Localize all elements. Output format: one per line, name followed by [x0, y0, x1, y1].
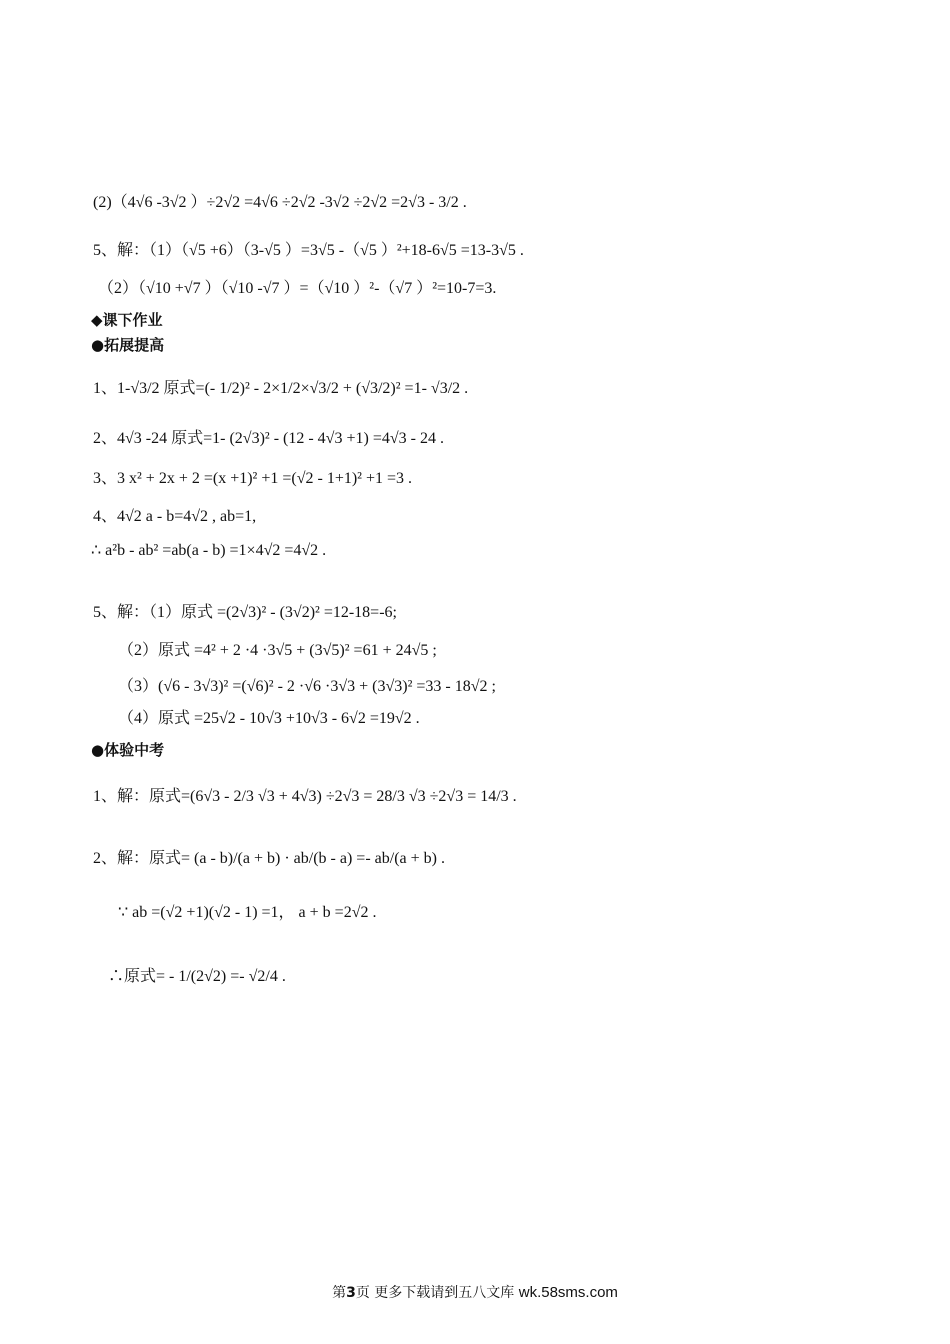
page-footer: [0, 1282, 950, 1302]
footer-prefix: 第: [332, 1285, 347, 1301]
extension-answer-5-2: （2）原式 =4² + 2 ·4 ·3√5 + (3√5)² =61 + 24√5 ;: [118, 642, 437, 659]
extension-answer-5-3: （3）(√6 - 3√3)² =(√6)² - 2 ·√6 ·3√3 + (3√3)² =33 - 18√2 ;: [118, 678, 496, 695]
extension-answer-5-4: （4）原式 =25√2 - 10√3 +10√3 - 6√2 =19√2 .: [118, 710, 420, 727]
extension-answer-4-therefore: ∴ a²b - ab² =ab(a - b) =1×4√2 =4√2 .: [91, 542, 327, 559]
answer-line-2-2: (2)（4√6 -3√2 ）÷2√2 =4√6 ÷2√2 -3√2 ÷2√2 =2√3 - 3/2 .: [93, 194, 467, 211]
exam-answer-1: 1、解：原式=(6√3 - 2/3 √3 + 4√3) ÷2√3 = 28/3 √3 ÷2√3 = 14/3 .: [93, 788, 517, 805]
extension-answer-3: 3、3 x² + 2x + 2 =(x +1)² +1 =(√2 - 1+1)² +1 =3 .: [93, 470, 413, 487]
footer-middle: 页 更多下载请到五八文库: [355, 1285, 515, 1301]
exam-answer-2: 2、解：原式= (a - b)/(a + b) · ab/(b - a) =- ab/(a + b) .: [93, 850, 445, 867]
extension-answer-1: 1、1-√3/2 原式=(- 1/2)² - 2×1/2×√3/2 + (√3/2)² =1- √3/2 .: [93, 380, 469, 397]
section-heading-exam: ●体验中考: [91, 741, 165, 759]
extension-answer-2: 2、4√3 -24 原式=1- (2√3)² - (12 - 4√3 +1) =4√3 - 24 .: [93, 430, 444, 447]
answer-line-5-1: 5、解：（1）（√5 +6）（3-√5 ）=3√5 -（√5 ）²+18-6√5 =13-3√5 .: [93, 242, 524, 259]
section-heading-homework: ◆课下作业: [91, 311, 163, 329]
extension-answer-4: 4、4√2 a - b=4√2 , ab=1,: [93, 508, 257, 525]
footer-site-link[interactable]: wk.58sms.com: [518, 1284, 618, 1301]
extension-answer-5-1: 5、解：（1）原式 =(2√3)² - (3√2)² =12-18=-6;: [93, 604, 397, 621]
exam-answer-2-because: ∵ ab =(√2 +1)(√2 - 1) =1， a + b =2√2 .: [118, 904, 377, 921]
answer-line-5-2: （2）（√10 +√7 ）（√10 -√7 ）=（√10 ）²-（√7 ）²=10-7=3.: [98, 280, 497, 297]
exam-answer-2-therefore: ∴原式= - 1/(2√2) =- √2/4 .: [108, 968, 286, 985]
page-number: 3: [346, 1285, 356, 1301]
section-heading-extension: ●拓展提高: [91, 336, 165, 354]
